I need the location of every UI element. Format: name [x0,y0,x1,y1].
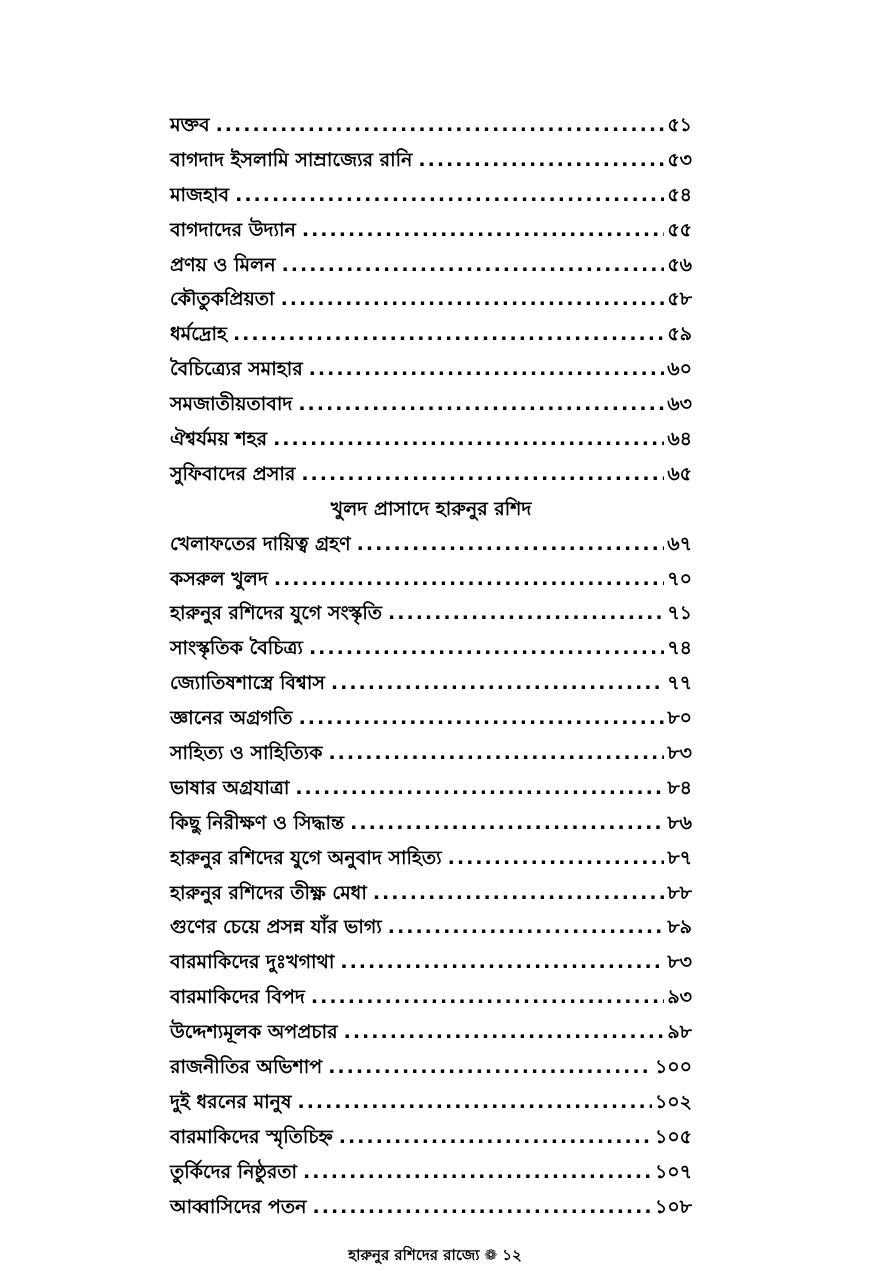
toc-entry-page: ১০৫ [654,1125,692,1148]
toc-entry [170,631,692,666]
toc-entry-page: ৫৮ [667,288,692,311]
toc-entry-page: ৭১ [667,602,692,625]
toc-entry [170,282,692,317]
dot-leader [357,527,665,562]
toc-entry-page: ৬৪ [667,428,692,451]
toc-entry [170,317,692,352]
dot-leader [328,1050,652,1085]
toc-entry [170,1120,692,1155]
toc-entry-page: ৮৬ [667,811,692,834]
dot-leader [340,945,664,980]
toc-entry [170,1015,692,1050]
dot-leader [331,666,664,701]
dot-leader [274,562,664,597]
toc-entry [170,457,692,492]
dot-leader [388,596,664,631]
toc-entry-page: ৫৫ [667,218,692,241]
dot-leader [299,701,665,736]
toc-entry-page: ১০৮ [654,1195,692,1218]
dot-leader [282,248,665,283]
dot-leader [328,736,664,771]
section-heading: খুলদ প্রাসাদে হারুনুর রশিদ [330,497,532,520]
toc-entry-title: হারুনুর রশিদের তীক্ষ্ণ মেধা [170,881,367,904]
toc-entry [170,980,692,1015]
toc-entry-title: হারুনুর রশিদের যুগে অনুবাদ সাহিত্য [170,846,442,869]
toc-entry-title: রাজনীতির অভিশাপ [170,1056,323,1079]
toc-entry-title: উদ্দেশ্যমূলক অপপ্রচার [170,1021,338,1044]
toc-entry-title: বাগদাদ ইসলামি সাম্রাজ্যের রানি [170,148,413,171]
dot-leader [448,841,665,876]
dot-leader [295,771,664,806]
toc-entry-page: ৫৬ [667,253,692,276]
toc-entry [170,910,692,945]
toc-entry [170,1155,692,1190]
toc-entry-title: সমজাতীয়তাবাদ [170,393,293,416]
toc-entry [170,841,692,876]
toc-entry-title: ভাষার অগ্রযাত্রা [170,776,290,799]
toc-entry-title: বারমাকিদের স্মৃতিচিহ্ন [170,1125,333,1148]
toc-entry-title: গুণের চেয়ে প্রসন্ন যাঁর ভাগ্য [170,916,382,939]
toc-entry [170,352,692,387]
toc-entry-title: বাগদাদের উদ্যান [170,218,296,241]
toc-entry-title: জ্যোতিষশাস্ত্রে বিশ্বাস [170,672,325,695]
toc-entry-title: কৌতুকপ্রিয়তা [170,288,275,311]
toc-entry [170,178,692,213]
dot-leader [303,1155,652,1190]
toc-entry-page: ৫৩ [667,148,692,171]
toc-entry-page: ৮০ [667,707,692,730]
toc-entry [170,771,692,806]
toc-entry-page: ১০২ [654,1090,692,1113]
toc-entry-title: বারমাকিদের দুঃখগাথা [170,951,335,974]
page-footer [0,1244,870,1269]
toc-entry [170,1050,692,1085]
footer-page-number: ১২ [502,1246,522,1264]
toc-entry-page: ৬০ [667,358,692,381]
toc-entry [170,422,692,457]
flower-ornament-icon: ❁ [484,1246,498,1264]
toc-entry [170,945,692,980]
toc-entry-page: ৮৮ [667,881,692,904]
footer-book-title: হারুনুর রশিদের রাজ্যে [348,1246,480,1264]
toc-entry-page: ৭৭ [667,672,692,695]
toc-entry [170,248,692,283]
toc-entry [170,562,692,597]
toc-entry-page: ৯৮ [667,1021,692,1044]
dot-leader [301,457,664,492]
toc-entry-page: ৮৭ [667,846,692,869]
toc-entry-title: সুফিবাদের প্রসার [170,462,296,485]
toc-entry-page: ৮৪ [667,776,692,799]
toc-entry-title: খেলাফতের দায়িত্ব গ্রহণ [170,532,351,555]
dot-leader [298,387,664,422]
toc-entry-page: ৬৫ [667,462,692,485]
dot-leader [302,213,664,248]
dot-leader [273,422,664,457]
dot-leader [281,282,665,317]
toc-entry-title: জ্ঞানের অগ্রগতি [170,707,293,730]
toc-entry [170,527,692,562]
dot-leader [313,1190,652,1225]
toc-entry [170,143,692,178]
toc-entry-title: হারুনুর রশিদের যুগে সংস্কৃতি [170,602,383,625]
toc-entry-title: মক্তব [170,114,210,136]
toc-entry [170,108,692,143]
dot-leader [373,876,665,911]
toc-entry-title: ঐশ্বর্যময় শহর [170,428,268,451]
toc-entry [170,666,692,701]
toc-entry-title: বারমাকিদের বিপদ [170,986,305,1009]
toc-entry-title: ধর্মদ্রোহ [170,323,227,346]
dot-leader [311,980,664,1015]
toc-entry [170,213,692,248]
dot-leader [339,1120,652,1155]
toc-entry-page: ৭৪ [667,637,692,660]
toc-entry [170,387,692,422]
toc-entry [170,806,692,841]
toc-entry-title: কসরুল খুলদ [170,567,268,590]
dot-leader [344,1015,665,1050]
toc-entry-title: কিছু নিরীক্ষণ ও সিদ্ধান্ত [170,811,345,834]
toc-entry-page: ১০০ [654,1056,692,1079]
toc-entry [170,1190,692,1225]
dot-leader [350,806,664,841]
toc-entry [170,596,692,631]
toc-entry-title: আব্বাসিদের পতন [170,1195,307,1218]
toc-entry-page: ৫১ [667,114,692,136]
toc-entry-title: বৈচিত্র্যের সমাহার [170,358,303,381]
toc-entry-page: ৯৩ [667,986,692,1009]
toc-entry [170,876,692,911]
dot-leader [418,143,664,178]
toc-entry-page: ৮৯ [667,916,692,939]
toc-entry-title: তুর্কিদের নিষ্ঠুরতা [170,1160,298,1183]
dot-leader [388,910,665,945]
toc-entry-title: সাহিত্য ও সাহিত্যিক [170,742,323,765]
toc-entry-page: ৫৪ [667,183,692,206]
toc-entry [170,736,692,771]
toc-entry-page: ৮৩ [667,951,692,974]
dot-leader [309,631,664,666]
dot-leader [309,352,665,387]
toc-entry-page: ৮৩ [667,742,692,765]
toc-entry-title: মাজহাব [170,183,230,206]
toc-entry [170,701,692,736]
dot-leader [233,317,664,352]
toc-entry-page: ৫৯ [667,323,692,346]
toc-entry [170,1085,692,1120]
toc-entry-title: প্রণয় ও মিলন [170,253,276,276]
toc-entry-page: ১০৭ [654,1160,692,1183]
dot-leader [216,108,665,143]
dot-leader [298,1085,652,1120]
toc-entry-page: ৭০ [667,567,692,590]
toc-entry-page: ৬৭ [667,532,692,555]
dot-leader [235,178,664,213]
table-of-contents [170,108,692,1225]
toc-entry-title: দুই ধরনের মানুষ [170,1090,292,1113]
toc-entry-page: ৬৩ [667,393,692,416]
toc-entry-title: সাংস্কৃতিক বৈচিত্র্য [170,637,303,660]
